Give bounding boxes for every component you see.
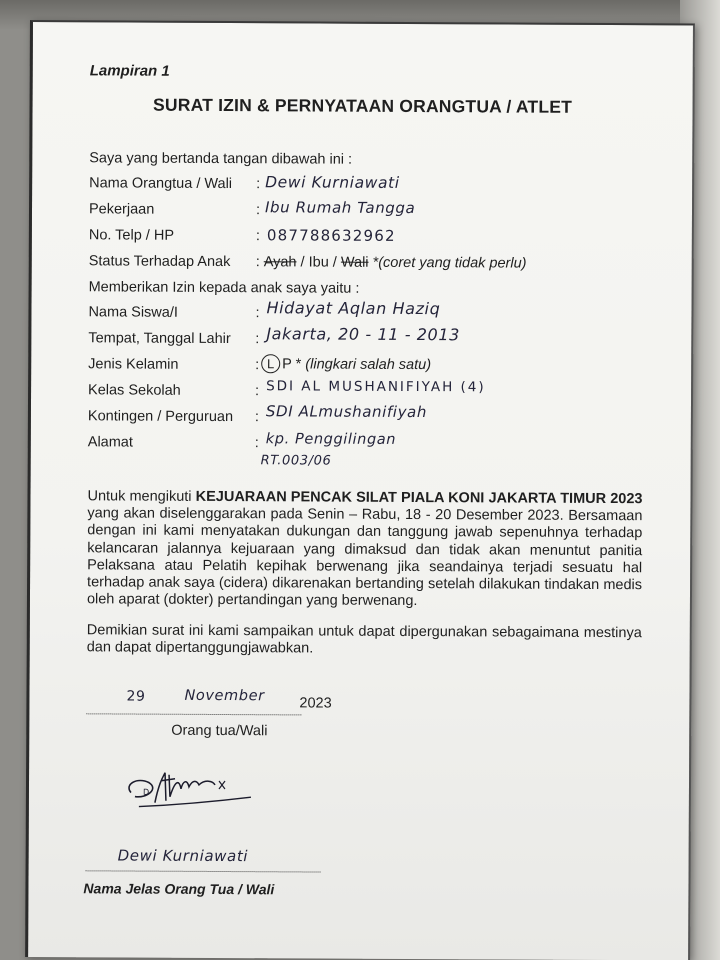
date-day-handwritten: 29 xyxy=(126,688,146,705)
field-label: Nama Orangtua / Wali xyxy=(89,175,233,193)
option-ibu: Ibu xyxy=(308,254,329,271)
option-wali-struck: Wali xyxy=(340,254,369,271)
status-options: Ayah / Ibu / Wali *(coret yang tidak perlu) xyxy=(263,254,527,272)
field-label: Alamat xyxy=(87,434,133,451)
date-month-handwritten: November xyxy=(184,687,265,705)
name-line xyxy=(86,846,321,872)
field-pekerjaan: Pekerjaan : Ibu Rumah Tangga xyxy=(88,198,416,219)
field-label: Status Terhadap Anak xyxy=(88,253,231,271)
field-label: Kelas Sekolah xyxy=(88,382,181,399)
field-ttl: Tempat, Tanggal Lahir : Jakarta, 20 - 11 - 2013 xyxy=(88,324,460,348)
closing-paragraph: Demikian surat ini kami sampaikan untuk dapat dipergunakan sebagaimana mestinya dan dapat dipertanggungjawabkan. xyxy=(86,622,642,657)
signer-role: Orang tua/Wali xyxy=(171,722,268,740)
field-kontingen: Kontingen / Perguruan : SDI ALmushanifiyah xyxy=(87,402,428,426)
signature-drawing xyxy=(119,762,259,823)
field-value-handwritten: Ibu Rumah Tangga xyxy=(264,198,416,218)
field-value-handwritten-line1: kp. Penggilingan xyxy=(265,431,397,448)
field-kelas: Kelas Sekolah : SDI AL MUSHANIFIYAH (4) xyxy=(88,378,486,400)
option-l-circled: L xyxy=(261,354,280,373)
attachment-label: Lampiran 1 xyxy=(89,62,170,80)
field-value-handwritten: Jakarta, 20 - 11 - 2013 xyxy=(266,324,460,345)
field-value-handwritten-line2: RT.003/06 xyxy=(260,453,332,469)
field-value-handwritten: Hidayat Aqlan Haziq xyxy=(266,298,441,319)
field-nama-siswa: Nama Siswa/I : Hidayat Aqlan Haziq xyxy=(88,298,441,322)
gender-note: (lingkari salah satu) xyxy=(305,356,432,374)
date-year: 2023 xyxy=(299,695,332,712)
field-label: Jenis Kelamin xyxy=(88,356,179,373)
field-alamat: Alamat : kp. Penggilingan RT.003/06 xyxy=(87,431,397,469)
field-value-handwritten: 087788632962 xyxy=(266,226,396,245)
field-status-anak: Status Terhadap Anak : Ayah / Ibu / Wali *(coret yang tidak perlu) xyxy=(88,253,527,272)
field-label: Kontingen / Perguruan xyxy=(87,408,234,426)
svg-text:D: D xyxy=(142,787,150,797)
date-line xyxy=(86,687,346,715)
field-telp: No. Telp / HP : 087788632962 xyxy=(88,226,396,245)
field-label: Nama Siswa/I xyxy=(88,304,178,321)
child-intro: Memberikan Izin kepada anak saya yaitu : xyxy=(88,279,360,297)
status-note: *(coret yang tidak perlu) xyxy=(368,254,527,272)
event-name: KEJUARAAN PENCAK SILAT PIALA KONI JAKARTA TIMUR 2023 xyxy=(195,488,643,508)
parent-intro: Saya yang bertanda tangan dibawah ini : xyxy=(89,150,353,168)
field-value-handwritten: Dewi Kurniawati xyxy=(265,173,400,192)
signer-name-handwritten: Dewi Kurniawati xyxy=(117,846,249,866)
field-nama-orangtua: Nama Orangtua / Wali : Dewi Kurniawati xyxy=(89,173,400,193)
document-page xyxy=(25,20,695,960)
field-label: Pekerjaan xyxy=(88,201,155,218)
field-label: No. Telp / HP xyxy=(88,227,175,244)
document-title: SURAT IZIN & PERNYATAAN ORANGTUA / ATLET xyxy=(153,94,573,117)
statement-paragraph: Untuk mengikuti KEJUARAAN PENCAK SILAT PIALA KONI JAKARTA TIMUR 2023 yang akan diselenggarakan pada Senin – Rabu, 18 - 20 Desember 2023. Bersamaan dengan ini kami menyatakan dukungan dan tanggung jawab sepenuhnya terhadap kelancaran jalannya kejuaraan yang dimaksud dan tidak akan menuntut panitia Pelaksana atau Pelatih kepihak berwenang jika seandainya terjadi sesuatu hal terhadap anak saya (cidera) dikarenakan bertanding setelah dilakukan tindakan medis oleh aparat (dokter) pertandingan yang berwenang. xyxy=(86,488,643,610)
option-ayah-struck: Ayah xyxy=(263,254,297,271)
field-jenis-kelamin: Jenis Kelamin : L P * (lingkari salah satu) xyxy=(88,356,648,381)
field-value-handwritten: SDI ALmushanifiyah xyxy=(265,402,428,422)
field-label: Tempat, Tanggal Lahir xyxy=(88,330,231,348)
name-caption: Nama Jelas Orang Tua / Wali xyxy=(83,880,275,898)
option-p: P * xyxy=(282,356,302,373)
field-value-handwritten: SDI AL MUSHANIFIYAH (4) xyxy=(266,378,486,396)
gender-options xyxy=(261,354,431,374)
